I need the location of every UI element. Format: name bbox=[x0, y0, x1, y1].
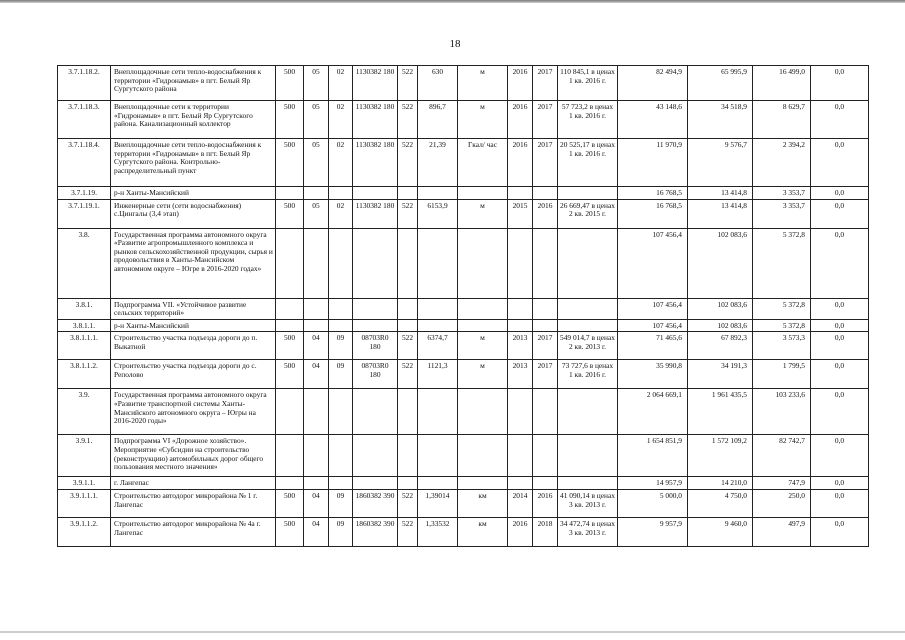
cell-y2 bbox=[533, 187, 558, 200]
cell-c1 bbox=[276, 298, 304, 319]
cell-id: 3.8. bbox=[58, 228, 111, 298]
cell-name: Внеплощадочные сети тепло-водоснабжения к территории «Гидронамыв» в пгт. Белый Яр Сургутского района. Контрольно-распределительный пункт bbox=[111, 139, 276, 187]
cell-cap bbox=[418, 435, 458, 477]
cell-name: Строительство автодорог микрорайона № 1 г. Лангепас bbox=[111, 489, 276, 517]
cell-id: 3.8.1.1.2. bbox=[58, 360, 111, 389]
table-row bbox=[58, 199, 869, 228]
cell-c4: 522 bbox=[398, 517, 418, 546]
cell-y2 bbox=[533, 477, 558, 490]
cell-c2: 05 bbox=[304, 139, 329, 187]
cell-c1 bbox=[276, 389, 304, 435]
cell-cost bbox=[558, 187, 618, 200]
cell-y1 bbox=[508, 389, 533, 435]
cell-v3: 747,9 bbox=[753, 477, 811, 490]
cell-c1: 500 bbox=[276, 332, 304, 360]
cell-c1 bbox=[276, 187, 304, 200]
cell-v2: 102 083,6 bbox=[688, 228, 753, 298]
cell-id: 3.7.1.19. bbox=[58, 187, 111, 200]
cell-name: Подпрограмма VI «Дорожное хозяйство». Мероприятие «Субсидии на строительство (реконструкцию) автомобильных дорог общего пользования местного значения» bbox=[111, 435, 276, 477]
cell-cap bbox=[418, 298, 458, 319]
cell-y2 bbox=[533, 228, 558, 298]
cell-code bbox=[353, 187, 398, 200]
cell-code: 1130382 180 bbox=[353, 199, 398, 228]
cell-y2: 2016 bbox=[533, 489, 558, 517]
cell-v1: 107 456,4 bbox=[618, 319, 688, 332]
cell-v3: 16 499,0 bbox=[753, 66, 811, 101]
cell-c4 bbox=[398, 477, 418, 490]
cell-cap: 1121,3 bbox=[418, 360, 458, 389]
cell-c3: 09 bbox=[329, 517, 353, 546]
cell-v1: 9 957,9 bbox=[618, 517, 688, 546]
cell-cost bbox=[558, 319, 618, 332]
cell-cost: 26 669,47 в ценах 2 кв. 2015 г. bbox=[558, 199, 618, 228]
cell-name: г. Лангепас bbox=[111, 477, 276, 490]
cell-y2: 2018 bbox=[533, 517, 558, 546]
cell-unit: м bbox=[458, 199, 508, 228]
cell-cost bbox=[558, 389, 618, 435]
cell-unit bbox=[458, 187, 508, 200]
cell-y1: 2016 bbox=[508, 101, 533, 139]
cell-v2: 34 191,3 bbox=[688, 360, 753, 389]
cell-v1: 16 768,5 bbox=[618, 187, 688, 200]
cell-code: 1130382 180 bbox=[353, 66, 398, 101]
cell-code: 1860382 390 bbox=[353, 489, 398, 517]
cell-cost: 549 014,7 в ценах 2 кв. 2013 г. bbox=[558, 332, 618, 360]
cell-id: 3.9.1.1. bbox=[58, 477, 111, 490]
cell-c1 bbox=[276, 477, 304, 490]
cell-v2: 13 414,8 bbox=[688, 199, 753, 228]
cell-c2: 04 bbox=[304, 332, 329, 360]
cell-v4: 0,0 bbox=[811, 139, 869, 187]
cell-y2: 2017 bbox=[533, 332, 558, 360]
top-border bbox=[0, 0, 905, 3]
cell-c1: 500 bbox=[276, 360, 304, 389]
cell-c3 bbox=[329, 477, 353, 490]
table-row bbox=[58, 298, 869, 319]
cell-c3: 02 bbox=[329, 101, 353, 139]
cell-unit bbox=[458, 389, 508, 435]
cell-name: Строительство участка подъезда дороги до п. Выкатной bbox=[111, 332, 276, 360]
cell-name: Строительство участка подъезда дороги до с. Реполово bbox=[111, 360, 276, 389]
cell-unit bbox=[458, 298, 508, 319]
cell-v1: 43 148,6 bbox=[618, 101, 688, 139]
cell-y2: 2017 bbox=[533, 101, 558, 139]
cell-cap: 1,39014 bbox=[418, 489, 458, 517]
cell-v3: 5 372,8 bbox=[753, 228, 811, 298]
cell-c4 bbox=[398, 435, 418, 477]
cell-c3: 02 bbox=[329, 139, 353, 187]
cell-v3: 5 372,8 bbox=[753, 319, 811, 332]
cell-c4 bbox=[398, 389, 418, 435]
cell-id: 3.8.1. bbox=[58, 298, 111, 319]
cell-code bbox=[353, 477, 398, 490]
cell-c3 bbox=[329, 389, 353, 435]
cell-v2: 67 892,3 bbox=[688, 332, 753, 360]
cell-v3: 3 353,7 bbox=[753, 199, 811, 228]
cell-id: 3.8.1.1.1. bbox=[58, 332, 111, 360]
cell-cap bbox=[418, 228, 458, 298]
cell-y1: 2013 bbox=[508, 360, 533, 389]
cell-y1 bbox=[508, 435, 533, 477]
cell-v1: 5 000,0 bbox=[618, 489, 688, 517]
cell-code bbox=[353, 435, 398, 477]
cell-v2: 4 750,0 bbox=[688, 489, 753, 517]
cell-y2: 2017 bbox=[533, 360, 558, 389]
cell-c2: 05 bbox=[304, 66, 329, 101]
cell-unit: км bbox=[458, 489, 508, 517]
cell-code: 08703R0 180 bbox=[353, 332, 398, 360]
cell-c3: 09 bbox=[329, 489, 353, 517]
cell-v4: 0,0 bbox=[811, 360, 869, 389]
cell-code: 08703R0 180 bbox=[353, 360, 398, 389]
cell-c2: 04 bbox=[304, 489, 329, 517]
cell-unit: м bbox=[458, 66, 508, 101]
cell-c3: 09 bbox=[329, 360, 353, 389]
cell-unit bbox=[458, 319, 508, 332]
cell-unit bbox=[458, 228, 508, 298]
table-row bbox=[58, 360, 869, 389]
cell-y1: 2013 bbox=[508, 332, 533, 360]
cell-v1: 35 990,8 bbox=[618, 360, 688, 389]
cell-v4: 0,0 bbox=[811, 199, 869, 228]
cell-v2: 9 576,7 bbox=[688, 139, 753, 187]
cell-v2: 9 460,0 bbox=[688, 517, 753, 546]
table-row bbox=[58, 319, 869, 332]
cell-c4: 522 bbox=[398, 199, 418, 228]
cell-c2: 05 bbox=[304, 199, 329, 228]
cell-name: Государственная программа автономного округа «Развитие транспортной системы Ханты-Мансийского автономного округа – Югры на 2016-2020 годы» bbox=[111, 389, 276, 435]
table-row bbox=[58, 477, 869, 490]
cell-cap bbox=[418, 477, 458, 490]
cell-name: Государственная программа автономного округа «Развитие агропромышленного комплекса и рынков сельскохозяйственной продукции, сырья и продовольствия в Ханты-Мансийском автономном округе – Югре в 2016-2020 годах» bbox=[111, 228, 276, 298]
cell-c4: 522 bbox=[398, 101, 418, 139]
cell-v4: 0,0 bbox=[811, 489, 869, 517]
table-row bbox=[58, 332, 869, 360]
cell-cost bbox=[558, 435, 618, 477]
cell-cap bbox=[418, 319, 458, 332]
cell-c3 bbox=[329, 435, 353, 477]
table-row bbox=[58, 228, 869, 298]
cell-c2 bbox=[304, 187, 329, 200]
cell-v2: 34 518,9 bbox=[688, 101, 753, 139]
cell-v3: 3 573,3 bbox=[753, 332, 811, 360]
cell-v1: 107 456,4 bbox=[618, 228, 688, 298]
cell-v1: 11 970,9 bbox=[618, 139, 688, 187]
cell-cap: 1,33532 bbox=[418, 517, 458, 546]
cell-y1: 2015 bbox=[508, 199, 533, 228]
cell-c4: 522 bbox=[398, 332, 418, 360]
cell-code bbox=[353, 389, 398, 435]
cell-id: 3.7.1.18.2. bbox=[58, 66, 111, 101]
cell-y1: 2014 bbox=[508, 489, 533, 517]
cell-name: Подпрограмма VII. «Устойчивое развитие сельских территорий» bbox=[111, 298, 276, 319]
cell-v4: 0,0 bbox=[811, 298, 869, 319]
table-row bbox=[58, 389, 869, 435]
cell-v3: 3 353,7 bbox=[753, 187, 811, 200]
cell-cap: 630 bbox=[418, 66, 458, 101]
cell-unit bbox=[458, 477, 508, 490]
cell-c2 bbox=[304, 389, 329, 435]
cell-cost: 20 525,17 в ценах 1 кв. 2016 г. bbox=[558, 139, 618, 187]
cell-name: Строительство автодорог микрорайона № 4а г. Лангепас bbox=[111, 517, 276, 546]
cell-unit: км bbox=[458, 517, 508, 546]
cell-c4 bbox=[398, 298, 418, 319]
page-number: 18 bbox=[449, 38, 461, 50]
cell-v1: 14 957,9 bbox=[618, 477, 688, 490]
cell-y2 bbox=[533, 298, 558, 319]
cell-c2: 04 bbox=[304, 360, 329, 389]
cell-v4: 0,0 bbox=[811, 332, 869, 360]
cell-y1: 2016 bbox=[508, 66, 533, 101]
cell-y1 bbox=[508, 187, 533, 200]
cell-cap: 6153,9 bbox=[418, 199, 458, 228]
cell-c2 bbox=[304, 298, 329, 319]
cell-y2 bbox=[533, 389, 558, 435]
cell-v3: 2 394,2 bbox=[753, 139, 811, 187]
cell-v3: 497,9 bbox=[753, 517, 811, 546]
table-body bbox=[58, 66, 869, 547]
cell-y2: 2017 bbox=[533, 139, 558, 187]
cell-c4: 522 bbox=[398, 139, 418, 187]
table-row bbox=[58, 517, 869, 546]
cell-c3 bbox=[329, 228, 353, 298]
cell-c3 bbox=[329, 298, 353, 319]
cell-y1: 2016 bbox=[508, 517, 533, 546]
cell-v4: 0,0 bbox=[811, 389, 869, 435]
cell-v2: 102 083,6 bbox=[688, 298, 753, 319]
cell-name: Внеплощадочные сети к территории «Гидронамыв» в пгт. Белый Яр Сургутского района. Канализационный коллектор bbox=[111, 101, 276, 139]
cell-c2 bbox=[304, 228, 329, 298]
table-row bbox=[58, 435, 869, 477]
cell-id: 3.9.1.1.2. bbox=[58, 517, 111, 546]
cell-id: 3.9. bbox=[58, 389, 111, 435]
cell-cost: 34 472,74 в ценах 3 кв. 2013 г. bbox=[558, 517, 618, 546]
bottom-border bbox=[0, 631, 905, 633]
cell-v4: 0,0 bbox=[811, 228, 869, 298]
cell-unit: м bbox=[458, 360, 508, 389]
cell-id: 3.8.1.1. bbox=[58, 319, 111, 332]
cell-name: р-н Ханты-Мансийский bbox=[111, 319, 276, 332]
cell-unit bbox=[458, 435, 508, 477]
cell-code bbox=[353, 319, 398, 332]
cell-c1 bbox=[276, 435, 304, 477]
cell-c4: 522 bbox=[398, 360, 418, 389]
cell-c4 bbox=[398, 187, 418, 200]
cell-code: 1130382 180 bbox=[353, 139, 398, 187]
cell-name: р-н Ханты-Мансийский bbox=[111, 187, 276, 200]
cell-v3: 250,0 bbox=[753, 489, 811, 517]
cell-v2: 1 961 435,5 bbox=[688, 389, 753, 435]
cell-c3: 09 bbox=[329, 332, 353, 360]
cell-y1: 2016 bbox=[508, 139, 533, 187]
cell-v1: 71 465,6 bbox=[618, 332, 688, 360]
cell-c2: 04 bbox=[304, 517, 329, 546]
cell-v3: 1 799,5 bbox=[753, 360, 811, 389]
cell-v4: 0,0 bbox=[811, 319, 869, 332]
cell-v4: 0,0 bbox=[811, 435, 869, 477]
table-row bbox=[58, 489, 869, 517]
cell-c1: 500 bbox=[276, 517, 304, 546]
cell-cost: 73 727,6 в ценах 1 кв. 2016 г. bbox=[558, 360, 618, 389]
cell-v4: 0,0 bbox=[811, 187, 869, 200]
cell-c2 bbox=[304, 477, 329, 490]
cell-unit: м bbox=[458, 332, 508, 360]
cell-cap: 21,39 bbox=[418, 139, 458, 187]
cell-c2: 05 bbox=[304, 101, 329, 139]
cell-y1 bbox=[508, 319, 533, 332]
cell-c3 bbox=[329, 319, 353, 332]
cell-v3: 103 233,6 bbox=[753, 389, 811, 435]
cell-cap bbox=[418, 187, 458, 200]
cell-v1: 16 768,5 bbox=[618, 199, 688, 228]
cell-cost bbox=[558, 298, 618, 319]
cell-c4: 522 bbox=[398, 489, 418, 517]
cell-y1 bbox=[508, 477, 533, 490]
cell-v4: 0,0 bbox=[811, 66, 869, 101]
cell-v4: 0,0 bbox=[811, 517, 869, 546]
cell-id: 3.7.1.19.1. bbox=[58, 199, 111, 228]
cell-id: 3.9.1.1.1. bbox=[58, 489, 111, 517]
cell-c1: 500 bbox=[276, 66, 304, 101]
cell-v3: 5 372,8 bbox=[753, 298, 811, 319]
cell-v1: 2 064 669,1 bbox=[618, 389, 688, 435]
cell-code bbox=[353, 298, 398, 319]
cell-c2 bbox=[304, 319, 329, 332]
table-row bbox=[58, 101, 869, 139]
cell-c4: 522 bbox=[398, 66, 418, 101]
cell-cap: 6374,7 bbox=[418, 332, 458, 360]
cell-y2 bbox=[533, 319, 558, 332]
cell-v4: 0,0 bbox=[811, 101, 869, 139]
cell-v2: 1 572 109,2 bbox=[688, 435, 753, 477]
cell-c4 bbox=[398, 228, 418, 298]
cell-v2: 14 210,0 bbox=[688, 477, 753, 490]
cell-c1 bbox=[276, 228, 304, 298]
cell-v1: 107 456,4 bbox=[618, 298, 688, 319]
cell-v3: 8 629,7 bbox=[753, 101, 811, 139]
cell-cap bbox=[418, 389, 458, 435]
cell-code bbox=[353, 228, 398, 298]
cell-c1: 500 bbox=[276, 489, 304, 517]
cell-code: 1130382 180 bbox=[353, 101, 398, 139]
cell-unit: Гкал/ час bbox=[458, 139, 508, 187]
cell-cost: 41 090,14 в ценах 3 кв. 2013 г. bbox=[558, 489, 618, 517]
cell-name: Внеплощадочные сети тепло-водоснабжения к территории «Гидронамыв» в пгт. Белый Яр Сургутского района bbox=[111, 66, 276, 101]
cell-c2 bbox=[304, 435, 329, 477]
cell-y1 bbox=[508, 228, 533, 298]
cell-c3 bbox=[329, 187, 353, 200]
cell-v4: 0,0 bbox=[811, 477, 869, 490]
cell-v1: 1 654 851,9 bbox=[618, 435, 688, 477]
cell-code: 1860382 390 bbox=[353, 517, 398, 546]
cell-c1: 500 bbox=[276, 101, 304, 139]
cell-id: 3.7.1.18.3. bbox=[58, 101, 111, 139]
cell-v3: 82 742,7 bbox=[753, 435, 811, 477]
cell-y2: 2017 bbox=[533, 66, 558, 101]
cell-c1 bbox=[276, 319, 304, 332]
table-row bbox=[58, 139, 869, 187]
cell-cost: 57 723,2 в ценах 1 кв. 2016 г. bbox=[558, 101, 618, 139]
cell-v2: 102 083,6 bbox=[688, 319, 753, 332]
cell-cost bbox=[558, 228, 618, 298]
cell-v1: 82 494,9 bbox=[618, 66, 688, 101]
table-row bbox=[58, 187, 869, 200]
cell-unit: м bbox=[458, 101, 508, 139]
cell-id: 3.9.1. bbox=[58, 435, 111, 477]
cell-id: 3.7.1.18.4. bbox=[58, 139, 111, 187]
cell-y2: 2016 bbox=[533, 199, 558, 228]
cell-y1 bbox=[508, 298, 533, 319]
cell-c3: 02 bbox=[329, 66, 353, 101]
cell-c1: 500 bbox=[276, 199, 304, 228]
cell-v2: 65 995,9 bbox=[688, 66, 753, 101]
cell-c3: 02 bbox=[329, 199, 353, 228]
budget-table bbox=[57, 65, 869, 547]
cell-c1: 500 bbox=[276, 139, 304, 187]
cell-cost: 110 845,1 в ценах 1 кв. 2016 г. bbox=[558, 66, 618, 101]
cell-name: Инженерные сети (сети водоснабжения) с.Цингалы (3,4 этап) bbox=[111, 199, 276, 228]
cell-cap: 896,7 bbox=[418, 101, 458, 139]
table-row bbox=[58, 66, 869, 101]
cell-y2 bbox=[533, 435, 558, 477]
cell-c4 bbox=[398, 319, 418, 332]
cell-cost bbox=[558, 477, 618, 490]
cell-v2: 13 414,8 bbox=[688, 187, 753, 200]
